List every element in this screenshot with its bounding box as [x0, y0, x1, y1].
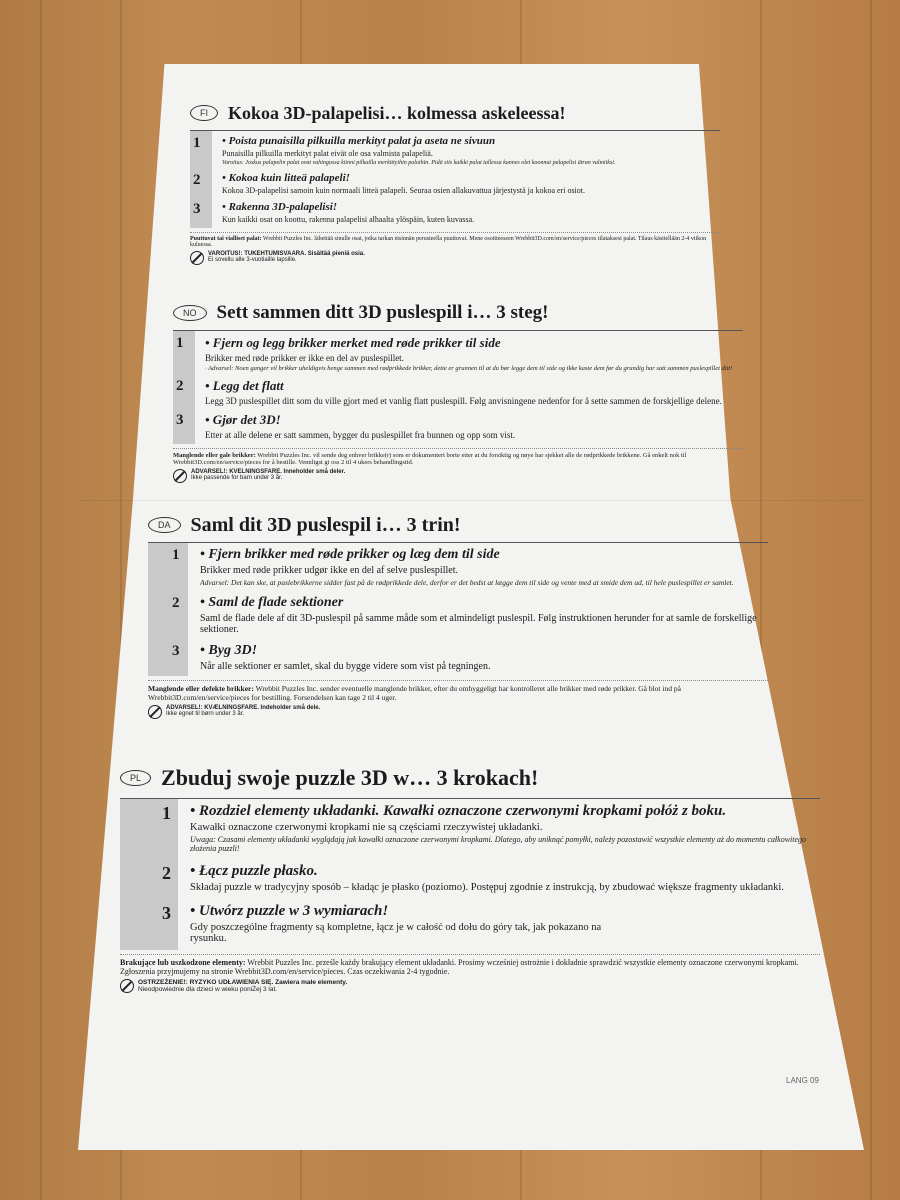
step: [190, 195, 720, 228]
section-pl: [120, 758, 820, 993]
lang-badge: FI: [190, 105, 218, 121]
section-da: [148, 508, 768, 719]
step: [190, 166, 720, 195]
step-description: Składaj puzzle w tradycyjny sposób – kładąc je płasko (poziomo). Postępuj zgodnie z instrukcją, by zbudować większe fragmenty układanki.: [190, 882, 784, 893]
step-number: 1: [193, 135, 201, 151]
no-small-children-icon: [120, 979, 134, 993]
warning-line-2: Nieodpowiednie dla dzieci w wieku poniŻej 3 lat.: [138, 986, 278, 993]
section-title: Saml dit 3D puslespil i… 3 trin!: [190, 513, 461, 536]
step-description: Brikker med røde prikker udgør ikke en del af selve puslespillet.: [200, 565, 458, 576]
step: [148, 635, 768, 676]
steps-box: [120, 798, 820, 950]
note-label: Puuttuvat tai vialliset palat:: [190, 236, 262, 242]
section-fi: [190, 96, 720, 265]
step-number: 1: [172, 547, 180, 563]
step-title: • Łącz puzzle płasko.: [190, 863, 318, 879]
note-label: Brakujące lub uszkodzone elementy:: [120, 958, 246, 967]
warning-line-1: ADVARSEL!: KVELNINGSFARE. Inneholder små deler.: [191, 469, 346, 475]
lang-code: LANG 09: [786, 1076, 819, 1085]
step-title: • Gjør det 3D!: [205, 412, 281, 427]
no-small-children-icon: [173, 469, 187, 483]
choking-warning: [148, 705, 768, 719]
step-description: Saml de flade dele af dit 3D-puslespil på samme måde som et almindeligt puslespil. Følg instruktionen herunder for at samle de forskellige sektioner.: [200, 613, 757, 635]
note-text: Wrebbit Puzzles Inc. lähettää sinulle osat, jotka tarkan etsinnän perusteella puuttuvat. Mene osoitteeseen Wrebbit3D.com/en/service/pieces tilataksesi palat. Tilaus käsitellään 2-4 viikon kuluessa.: [190, 236, 707, 248]
step-title: • Saml de flade sektioner: [200, 595, 344, 610]
step-title: • Rozdziel elementy układanki. Kawałki oznaczone czerwonymi kropkami połóż z boku.: [190, 803, 727, 819]
step-number: 3: [193, 201, 201, 217]
step-number: 1: [162, 803, 171, 823]
choking-warning: [120, 979, 820, 993]
no-small-children-icon: [148, 705, 162, 719]
step-number: 2: [176, 378, 184, 394]
step-number: 2: [172, 595, 180, 611]
step-description: Etter at alle delene er satt sammen, bygger du puslespillet fra bunnen og opp som vist.: [205, 430, 516, 440]
step-title: • Kokoa kuin litteä palapeli!: [222, 172, 350, 184]
step: [148, 587, 768, 635]
no-small-children-icon: [190, 251, 204, 265]
step-number: 3: [162, 903, 171, 923]
step-title: • Poista punaisilla pilkuilla merkityt palat ja aseta ne sivuun: [222, 135, 496, 147]
step: [173, 372, 743, 406]
step-description: Kun kaikki osat on koottu, rakenna palapelisi alhaalta ylöspäin, kuten kuvassa.: [222, 215, 475, 224]
step-number: 3: [176, 412, 184, 428]
note-label: Manglende eller gale brikker:: [173, 452, 256, 459]
steps-box: [148, 542, 768, 676]
step: [190, 131, 720, 166]
warning-line-2: Ikke egnet til børn under 3 år.: [166, 711, 245, 717]
step-description: Legg 3D puslespillet ditt som du ville gjort med et vanlig flatt puslespill. Følg anvisningene nedenfor for å sette sammen de forskjellige delene.: [205, 396, 722, 406]
lang-badge: NO: [173, 305, 207, 321]
step: [173, 406, 743, 444]
warning-line-2: Ei sovellu alle 3-vuotiaille lapsille.: [208, 257, 297, 263]
step-title: • Legg det flatt: [205, 378, 284, 393]
note-text: Wrebbit Puzzles Inc. prześle każdy brakujący element układanki. Prosimy wcześniej ostrożnie i dokładnie sprawdzić wszystkie elementy oznaczone czerwonymi kropkami. Zgłoszenia przyjmujemy na stronie Wrebbit3D.com/en/service/pieces. Czas oczekiwania 2-4 tygodnie.: [120, 958, 799, 976]
step-warning: Advarsel: Det kan ske, at puslebrikkerne sidder fast på de rødprikkede dele, derfor er det bedst at lægge dem til side og vente med at smide dem ud, til hele puslespillet er samlet.: [200, 578, 734, 587]
step-title: • Utwórz puzzle w 3 wymiarach!: [190, 903, 389, 919]
step: [120, 893, 820, 950]
step-warning: Varoitus: Joskus palapelin palat ovat vahingossa kiinni pilkuilla merkittyihin paloihin. Pidä siis kaikki palat tallessa kunnes olet koonnut palapelisi ätran valmiiksi.: [222, 160, 616, 166]
steps-box: [190, 130, 720, 228]
step-number: 2: [162, 863, 171, 883]
step: [120, 853, 820, 893]
step-title: • Rakenna 3D-palapelisi!: [222, 201, 338, 213]
steps-box: [173, 330, 743, 444]
warning-line-1: ADVARSEL!: KVÆLNINGSFARE. Indeholder små dele.: [166, 705, 321, 711]
section-title: Kokoa 3D-palapelisi… kolmessa askeleessa!: [228, 102, 566, 123]
lang-badge: DA: [148, 517, 181, 533]
missing-pieces-note: [173, 448, 743, 466]
note-text: Wrebbit Puzzles Inc. sender eventuelle manglende brikker, efter du omhyggeligt har kontrolleret alle brikker med røde prikker. Gå blot ind på Wrebbit3D.com/en/service/pieces for bestilling. Forsendelsen kan tage 2 til 4 uger.: [148, 684, 681, 702]
section-no: [173, 296, 743, 483]
warning-line-1: OSTRZEŻENIE!: RYZYKO UDŁAWIENIA SIĘ. Zawiera małe elementy.: [138, 979, 348, 986]
step-description: Punaisilla pilkuilla merkityt palat eivät ole osa valmista palapeliä.: [222, 149, 433, 158]
step-number: 2: [193, 172, 201, 188]
step-description: Når alle sektioner er samlet, skal du bygge videre som vist på tegningen.: [200, 661, 491, 672]
step: [173, 331, 743, 372]
missing-pieces-note: [120, 954, 820, 976]
step-title: • Fjern brikker med røde prikker og læg dem til side: [200, 547, 500, 562]
section-title: Zbuduj swoje puzzle 3D w… 3 krokach!: [161, 765, 539, 790]
step-description: Gdy poszczególne fragmenty są kompletne, łącz je w całość od dołu do góry tak, jak pokazano na rysunku.: [190, 922, 602, 944]
missing-pieces-note: [148, 680, 768, 702]
step-warning: Uwaga: Czasami elementy układanki wyglądają jak kawałki oznaczone czerwonymi kropkami. Dlatego, aby uniknąć pomyłki, należy pozostawić wszystkie elementy aż do momentu całkowitego złożenia puzzli!: [190, 835, 807, 853]
step: [120, 799, 820, 853]
step-description: Kawałki oznaczone czerwonymi kropkami nie są częściami rzeczywistej układanki.: [190, 822, 543, 833]
step-number: 1: [176, 335, 184, 351]
warning-line-2: Ikke passende for barn under 3 år.: [191, 475, 283, 481]
step-number: 3: [172, 643, 180, 659]
step-description: Kokoa 3D-palapelisi samoin kuin normaali litteä palapeli. Seuraa osien allakuvattua järjestystä ja kokoa eri osiot.: [222, 186, 586, 195]
step-title: • Byg 3D!: [200, 643, 258, 658]
note-text: Wrebbit Puzzles Inc. vil sende deg enhver brikke(r) som er dokumentert borte etter at du forsiktig og nøye har sjekket alle de rødprikkede brikkene. Gå enkelt nok til Wrebbit3D.com/en/service/pieces for å bestille. Vennligst gi oss 2 til 4 ukers behandlingstid.: [173, 452, 687, 466]
choking-warning: [190, 251, 720, 265]
missing-pieces-note: [190, 232, 720, 248]
step: [148, 543, 768, 587]
lang-badge: PL: [120, 770, 151, 786]
step-title: • Fjern og legg brikker merket med røde prikker til side: [205, 335, 501, 350]
choking-warning: [173, 469, 743, 483]
section-title: Sett sammen ditt 3D puslespill i… 3 steg!: [216, 302, 549, 323]
paper-fold: [78, 500, 864, 501]
warning-line-1: VAROITUS!: TUKEHTUMISVAARA. Sisältää pieniä osia.: [208, 251, 365, 257]
note-label: Manglende eller defekte brikker:: [148, 684, 254, 693]
step-warning: · Advarsel: Noen ganger vil brikker uheldigvis henge sammen med rødprikkede brikker, dette er grunnen til at du bør legge dem til side og ikke kaste dem før du grundig har satt sammen puslespillet ditt!: [205, 365, 733, 372]
step-description: Brikker med røde prikker er ikke en del av puslespillet.: [205, 353, 404, 363]
